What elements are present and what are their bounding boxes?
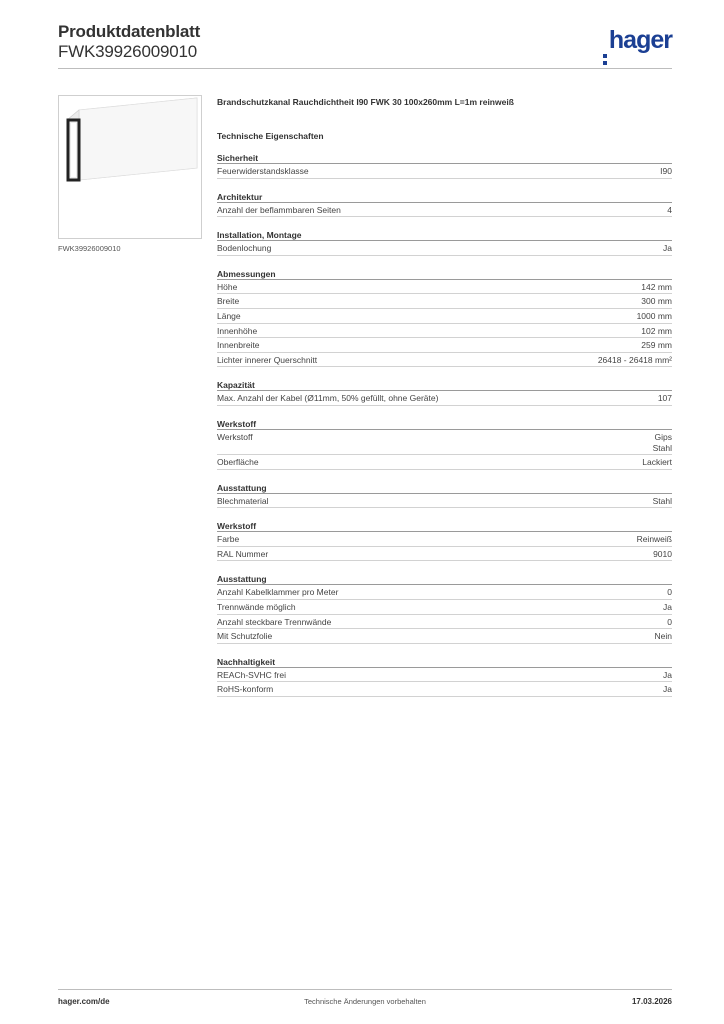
spec-label: Innenbreite: [217, 340, 260, 351]
spec-value-line: 1000 mm: [636, 310, 672, 321]
spec-label: Anzahl der beflammbaren Seiten: [217, 204, 341, 215]
section-heading: Ausstattung: [217, 573, 672, 585]
spec-section: [217, 379, 672, 406]
cable-duct-illustration: [59, 96, 203, 240]
spec-value: [637, 534, 672, 546]
spec-value: [641, 296, 672, 308]
spec-label: Anzahl steckbare Trennwände: [217, 616, 332, 627]
spec-value-line: Ja: [663, 684, 672, 695]
section-heading: Sicherheit: [217, 152, 672, 164]
product-image: [58, 95, 202, 239]
spec-value-line: Gips: [654, 431, 672, 442]
section-heading: Werkstoff: [217, 520, 672, 532]
logo-text: hager: [608, 26, 672, 54]
spec-row: [217, 430, 672, 455]
spec-value-line: 4: [667, 204, 672, 215]
spec-label: Innenhöhe: [217, 325, 258, 336]
spec-row: [217, 353, 672, 368]
section-heading: Architektur: [217, 191, 672, 203]
spec-row: [217, 324, 672, 339]
spec-row: [217, 164, 672, 179]
spec-row: [217, 338, 672, 353]
document-title: Produktdatenblatt: [58, 22, 201, 41]
spec-section: [217, 418, 672, 470]
spec-value-line: Lackiert: [642, 456, 672, 467]
spec-value: [598, 355, 672, 367]
product-code: FWK39926009010: [58, 42, 197, 61]
footer-date: 17.03.2026: [631, 997, 672, 1006]
spec-section: [217, 229, 672, 256]
spec-value-line: Ja: [663, 243, 672, 254]
spec-label: Länge: [217, 310, 241, 321]
spec-value-line: Reinweiß: [636, 534, 672, 545]
spec-label: Mit Schutzfolie: [217, 631, 273, 642]
spec-label: Lichter innerer Querschnitt: [217, 354, 318, 365]
footer-divider: [58, 989, 672, 990]
section-heading: Installation, Montage: [217, 229, 672, 241]
spec-label: Anzahl Kabelklammer pro Meter: [217, 587, 339, 598]
spec-section: [217, 268, 672, 368]
spec-label: Trennwände möglich: [217, 601, 296, 612]
spec-row: [217, 294, 672, 309]
spec-value: [653, 496, 672, 508]
spec-value-line: I90: [660, 166, 672, 176]
technical-properties-heading: Technische Eigenschaften: [217, 131, 324, 141]
spec-value-line: 107: [657, 393, 672, 404]
spec-value: [641, 326, 672, 338]
spec-row: [217, 203, 672, 218]
section-heading: Werkstoff: [217, 418, 672, 430]
spec-section: [217, 573, 672, 643]
spec-content: [217, 96, 672, 697]
spec-row: [217, 668, 672, 683]
page-footer: [58, 997, 672, 1009]
section-heading: Nachhaltigkeit: [217, 656, 672, 668]
spec-value-line: Ja: [663, 669, 672, 680]
spec-label: Max. Anzahl der Kabel (Ø11mm, 50% gefüllt, ohne Geräte): [217, 393, 439, 404]
spec-value: [655, 631, 672, 643]
spec-label: RAL Nummer: [217, 548, 269, 559]
spec-section: [217, 482, 672, 509]
spec-sections: [217, 152, 672, 697]
spec-row: [217, 455, 672, 470]
spec-row: [217, 629, 672, 644]
spec-row: [217, 615, 672, 630]
spec-value: [667, 587, 672, 599]
spec-value: [641, 340, 672, 352]
spec-value: [663, 602, 672, 614]
header-divider: [58, 68, 672, 69]
spec-value-line: 300 mm: [641, 296, 672, 307]
spec-value-line: Stahl: [652, 495, 672, 506]
spec-value-line: Ja: [663, 601, 672, 612]
hager-logo: [603, 26, 672, 54]
spec-section: [217, 520, 672, 561]
spec-value: [637, 311, 672, 323]
product-title: Brandschutzkanal Rauchdichtheit I90 FWK 30 100x260mm L=1m reinweiß: [217, 97, 514, 107]
spec-label: REACh-SVHC frei: [217, 669, 286, 680]
spec-label: Feuerwiderstandsklasse: [217, 166, 309, 176]
spec-value-line: Stahl: [652, 442, 672, 453]
spec-value-line: 9010: [653, 548, 672, 559]
section-heading: Ausstattung: [217, 482, 672, 494]
spec-row: [217, 532, 672, 547]
spec-label: Höhe: [217, 281, 238, 292]
spec-row: [217, 280, 672, 295]
spec-value-line: 102 mm: [641, 325, 672, 336]
spec-value: [667, 205, 672, 217]
footer-website: hager.com/de: [58, 997, 110, 1006]
spec-label: RoHS-konform: [217, 684, 274, 695]
spec-label: Werkstoff: [217, 431, 253, 442]
spec-row: [217, 547, 672, 562]
spec-value: [641, 282, 672, 294]
page-header: [58, 22, 672, 70]
spec-section: [217, 191, 672, 218]
spec-value-line: 0: [667, 587, 672, 598]
spec-row: [217, 241, 672, 256]
spec-value: [660, 166, 672, 178]
spec-value: [663, 243, 672, 255]
spec-value: [667, 617, 672, 629]
spec-value: [663, 670, 672, 682]
spec-section: [217, 152, 672, 179]
spec-value-line: 26418 - 26418 mm²: [597, 354, 672, 365]
spec-value: [653, 549, 672, 561]
spec-label: Bodenlochung: [217, 243, 272, 254]
spec-value: [653, 432, 672, 454]
spec-label: Blechmaterial: [217, 495, 269, 506]
spec-value: [658, 393, 672, 405]
spec-row: [217, 682, 672, 697]
spec-value: [642, 457, 672, 469]
spec-row: [217, 600, 672, 615]
spec-row: [217, 309, 672, 324]
spec-label: Breite: [217, 296, 240, 307]
spec-value-line: 0: [667, 616, 672, 627]
footer-notice: Technische Änderungen vorbehalten: [304, 997, 426, 1006]
spec-label: Oberfläche: [217, 456, 259, 467]
spec-value: [663, 684, 672, 696]
spec-label: Farbe: [217, 534, 240, 545]
spec-value-line: 259 mm: [641, 340, 672, 351]
spec-value-line: Nein: [654, 631, 672, 642]
spec-row: [217, 585, 672, 600]
spec-section: [217, 656, 672, 697]
section-heading: Kapazität: [217, 379, 672, 391]
image-caption: FWK39926009010: [58, 244, 121, 253]
spec-row: [217, 391, 672, 406]
spec-value-line: 142 mm: [641, 281, 672, 292]
spec-row: [217, 494, 672, 509]
section-heading: Abmessungen: [217, 268, 672, 280]
